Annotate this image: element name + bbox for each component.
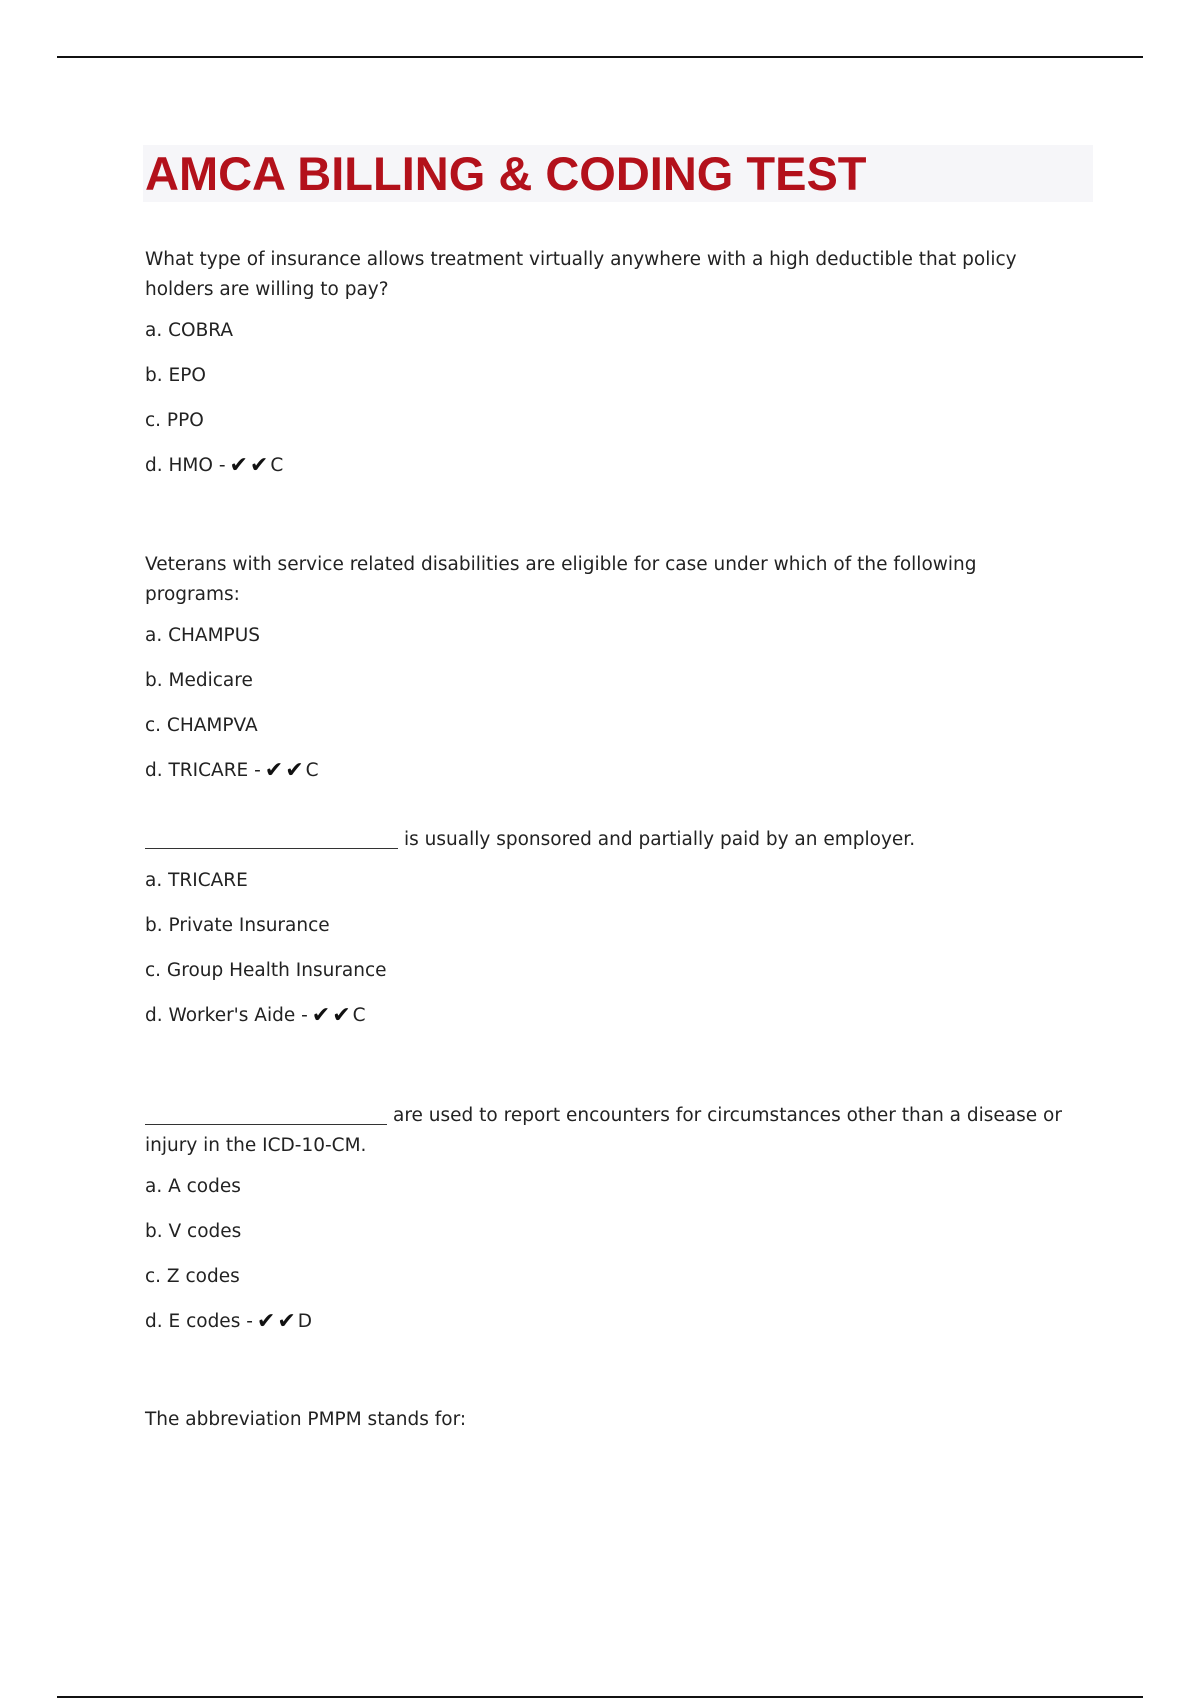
question-text: is usually sponsored and partially paid by an employer. bbox=[404, 829, 916, 850]
question-2 bbox=[145, 550, 1075, 804]
option-d bbox=[145, 1310, 1075, 1355]
question-text: What type of insurance allows treatment virtually anywhere with a high deductible that policy holders are willing to pay? bbox=[145, 249, 1017, 300]
double-check-icon: ✔✔ bbox=[229, 453, 271, 478]
double-check-icon: ✔✔ bbox=[264, 758, 306, 783]
double-check-icon: ✔✔ bbox=[256, 1309, 298, 1334]
option-a: a. A codes bbox=[145, 1176, 241, 1197]
option-d-label: d. TRICARE - bbox=[145, 760, 261, 781]
option-c: c. Z codes bbox=[145, 1266, 240, 1287]
option-c: c. CHAMPVA bbox=[145, 715, 258, 736]
option-d bbox=[145, 759, 1075, 804]
question-text: The abbreviation PMPM stands for: bbox=[145, 1409, 467, 1430]
option-c: c. PPO bbox=[145, 410, 204, 431]
question-1 bbox=[145, 245, 1075, 499]
question-text: are used to report encounters for circumstances other than a disease or injury in the ICD-10-CM. bbox=[145, 1105, 1062, 1156]
question-4 bbox=[145, 1101, 1075, 1355]
question-5 bbox=[145, 1405, 1075, 1449]
answer-letter: C bbox=[352, 1005, 366, 1026]
document-title: AMCA BILLING & CODING TEST bbox=[145, 147, 867, 200]
fill-in-blank bbox=[145, 828, 398, 849]
top-rule bbox=[57, 56, 1143, 58]
fill-in-blank bbox=[145, 1104, 387, 1125]
option-b: b. EPO bbox=[145, 365, 206, 386]
option-b: b. V codes bbox=[145, 1221, 242, 1242]
question-text-line bbox=[145, 1101, 1075, 1161]
option-a: a. CHAMPUS bbox=[145, 625, 260, 646]
option-a: a. TRICARE bbox=[145, 870, 248, 891]
option-a: a. COBRA bbox=[145, 320, 234, 341]
question-text: Veterans with service related disabilities are eligible for case under which of the following programs: bbox=[145, 554, 977, 605]
answer-letter: C bbox=[270, 455, 284, 476]
option-d bbox=[145, 1004, 1075, 1049]
question-text-line bbox=[145, 825, 1075, 855]
option-d-label: d. HMO - bbox=[145, 455, 226, 476]
option-b: b. Private Insurance bbox=[145, 915, 330, 936]
bottom-rule bbox=[57, 1696, 1143, 1698]
question-3 bbox=[145, 825, 1075, 1049]
answer-letter: C bbox=[305, 760, 319, 781]
option-d-label: d. E codes - bbox=[145, 1311, 253, 1332]
option-b: b. Medicare bbox=[145, 670, 253, 691]
option-d-label: d. Worker's Aide - bbox=[145, 1005, 308, 1026]
option-c: c. Group Health Insurance bbox=[145, 960, 387, 981]
answer-letter: D bbox=[297, 1311, 313, 1332]
double-check-icon: ✔✔ bbox=[311, 1003, 353, 1028]
option-d bbox=[145, 454, 1075, 499]
